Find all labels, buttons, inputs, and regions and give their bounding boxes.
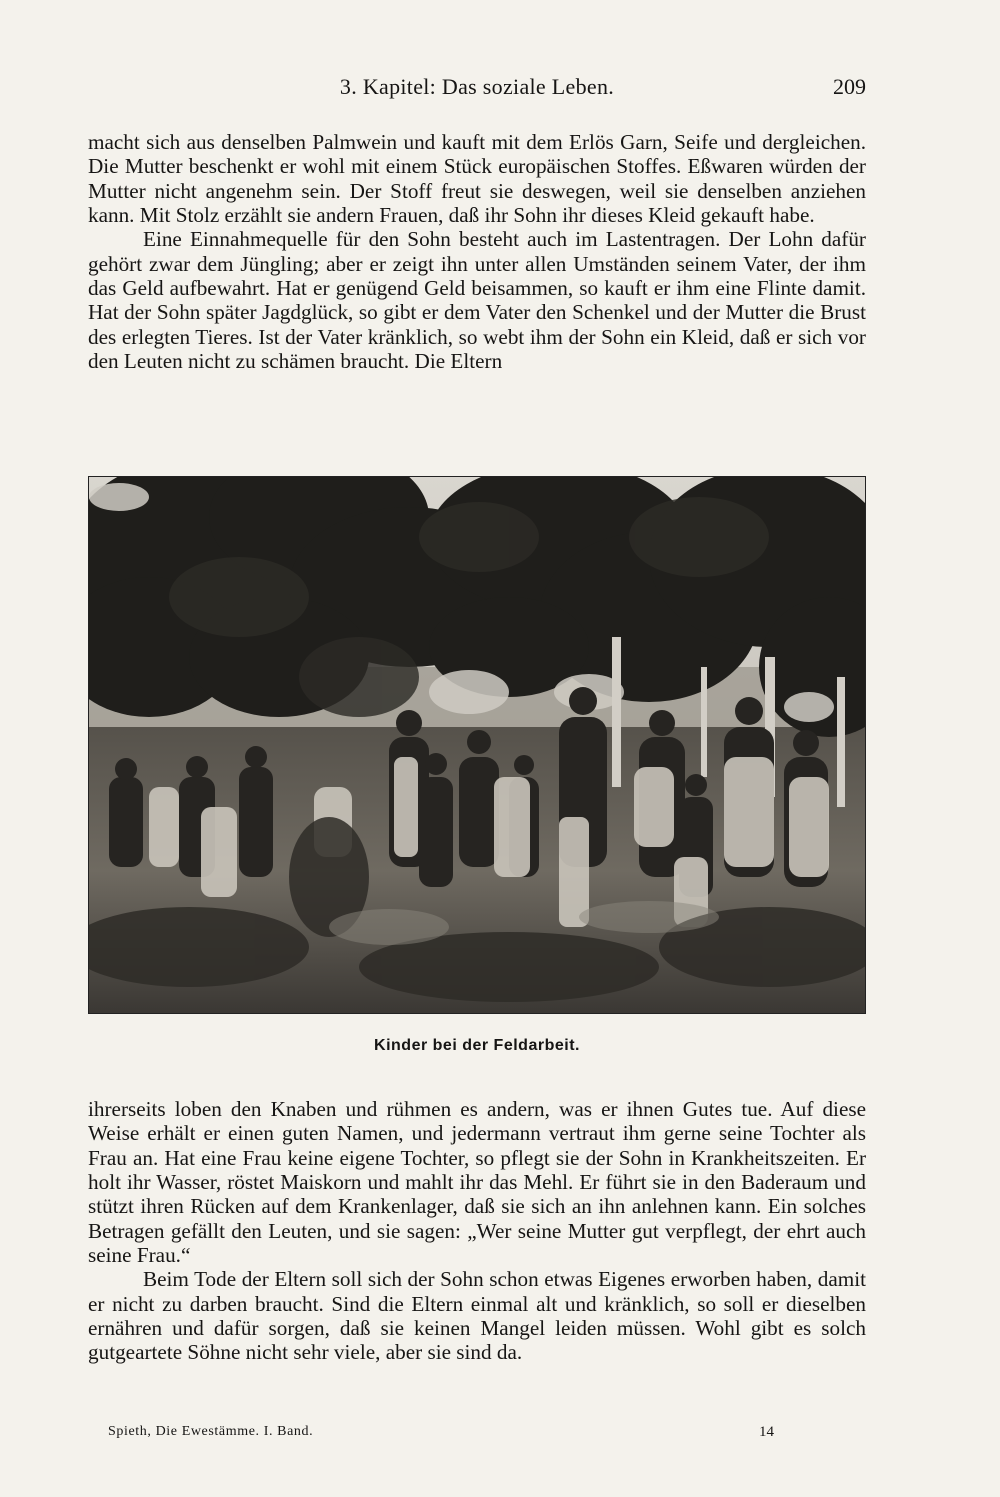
page-number: 209 bbox=[833, 74, 866, 99]
paragraph: Eine Einnahmequelle für den Sohn besteht auch im Lastentragen. Der Lohn dafür gehört zwar dem Jüngling; aber er zeigt ihn unter allen Umständen seinem Vater, der ihm das Geld aufbewahrt. Hat er genügend Geld beisammen, so kauft er ihm eine Flinte damit. Hat der Sohn später Jagdglück, so gibt er dem Vater den Schenkel und der Mutter die Brust des erlegten Tieres. Ist der Vater kränklich, so webt ihm der Sohn ein Kleid, daß er sich vor den Leuten nicht zu schämen braucht. Die Eltern bbox=[88, 227, 866, 374]
running-header bbox=[88, 74, 866, 104]
footer-source: Spieth, Die Ewestämme. I. Band. bbox=[108, 1424, 314, 1439]
body-text-bottom bbox=[88, 1097, 866, 1365]
running-title: 3. Kapitel: Das soziale Leben. bbox=[339, 74, 615, 99]
body-text-top bbox=[88, 130, 866, 373]
page-footer bbox=[108, 1424, 774, 1444]
paragraph: ihrerseits loben den Knaben und rühmen es andern, was er ihnen Gutes tue. Auf diese Weise erhält er einen guten Namen, und jedermann vertraut ihm gerne seine Tochter als Frau an. Hat eine Frau keine eigene Tochter, so pflegt sie der Sohn in Krankheitszeiten. Er holt ihr Wasser, röstet Maiskorn und mahlt ihr das Mehl. Er führt sie in den Baderaum und stützt ihren Rücken auf dem Krankenlager, daß sie sich an ihn anlehnen kann. Ein solches Betragen gefällt den Leuten, und sie sagen: „Wer seine Mutter gut verpflegt, der ehrt auch seine Frau.“ bbox=[88, 1097, 866, 1268]
photo-children-field-work bbox=[89, 477, 866, 1014]
paragraph: macht sich aus denselben Palmwein und kauft mit dem Erlös Garn, Seife und dergleichen. Die Mutter beschenkt er wohl mit einem Stück europäischen Stoffes. Eßwaren würden der Mutter nicht angenehm sein. Der Stoff freut sie deswegen, weil sie denselben anziehen kann. Mit Stolz erzählt sie andern Frauen, daß ihr Sohn ihr dieses Kleid gekauft habe. bbox=[88, 130, 866, 228]
sheet-number: 14 bbox=[759, 1424, 774, 1440]
figure-caption: Kinder bei der Feldarbeit. bbox=[374, 1037, 580, 1054]
figure-photo bbox=[88, 476, 866, 1014]
paragraph: Beim Tode der Eltern soll sich der Sohn schon etwas Eigenes erworben haben, damit er nicht zu darben braucht. Sind die Eltern einmal alt und kränklich, so soll er dieselben ernähren und dafür sorgen, daß sie keinen Mangel leiden müssen. Wohl gibt es solch gutgeartete Söhne nicht sehr viele, aber sie sind da. bbox=[88, 1267, 866, 1365]
